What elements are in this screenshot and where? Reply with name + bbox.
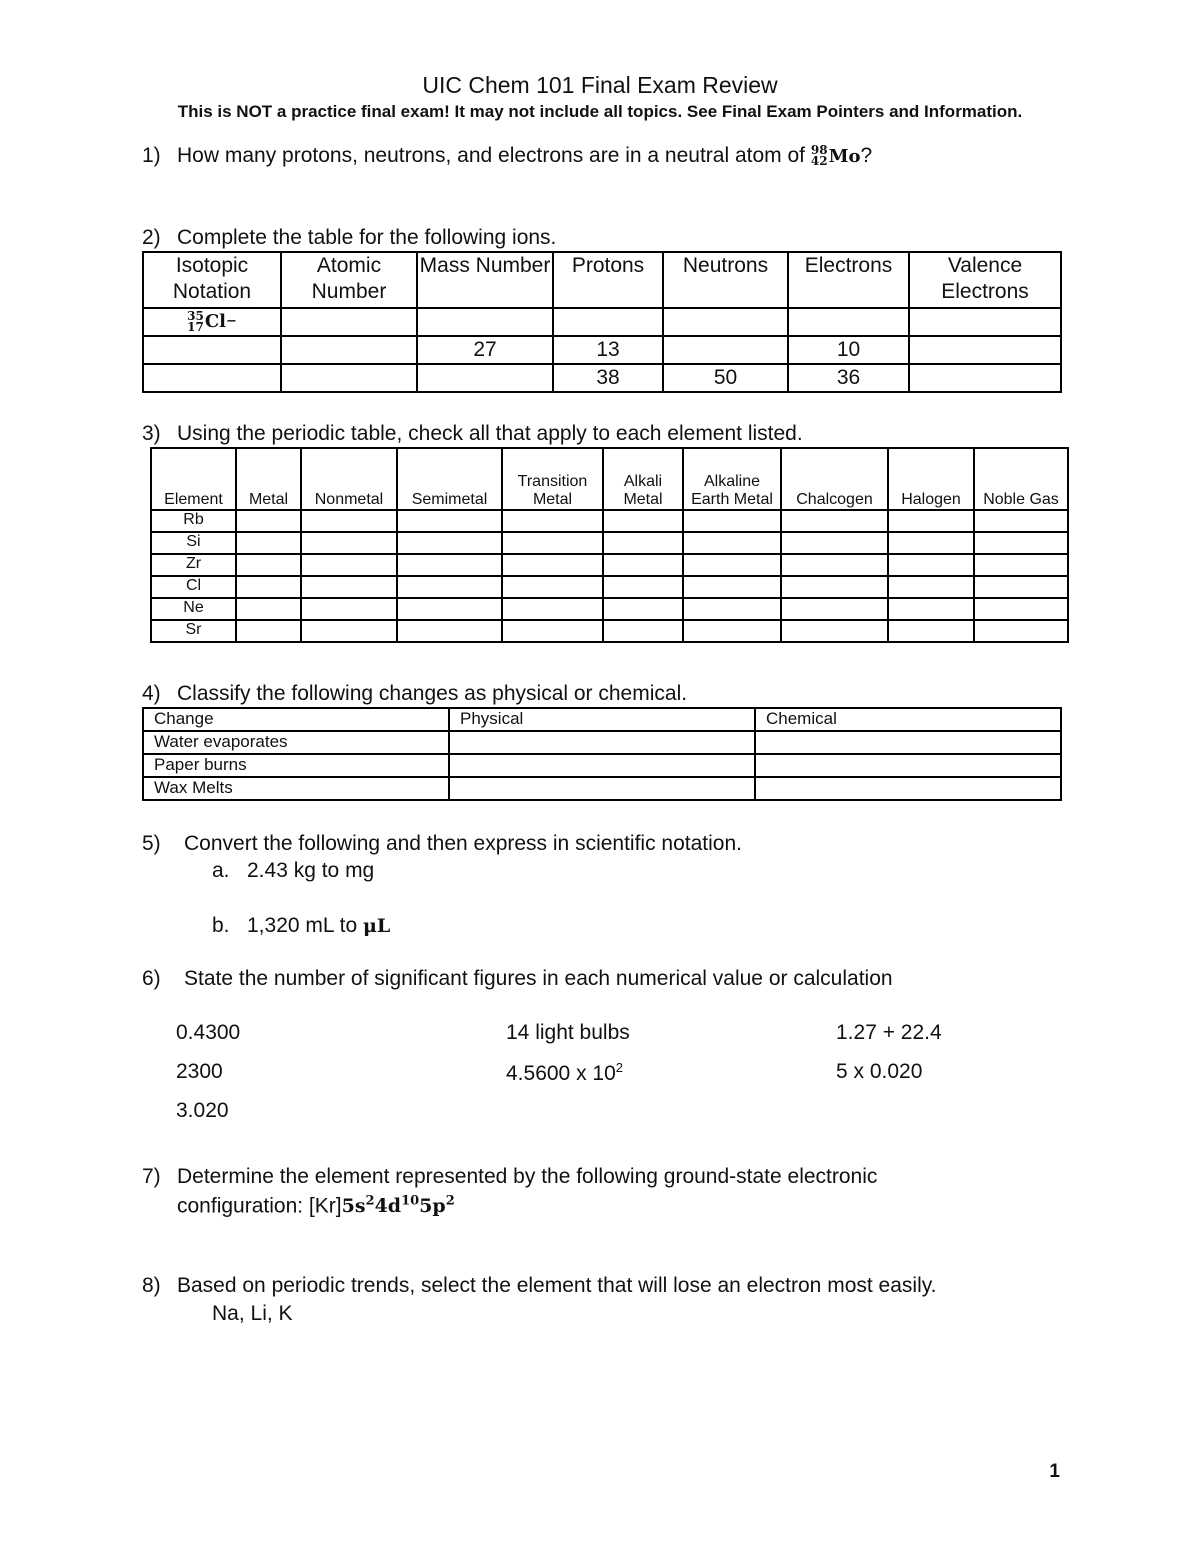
atomic-number: 17 (187, 320, 204, 335)
checkbox-cell[interactable] (781, 620, 888, 642)
change-cell: Wax Melts (143, 777, 449, 800)
physical-answer-cell[interactable] (449, 754, 755, 777)
table-header-row (143, 252, 1061, 308)
header-cell: Alkaline Earth Metal (683, 448, 781, 510)
checkbox-cell[interactable] (781, 510, 888, 532)
checkbox-cell[interactable] (888, 554, 974, 576)
answer-cell[interactable] (909, 336, 1061, 364)
checkbox-cell[interactable] (603, 576, 683, 598)
checkbox-cell[interactable] (603, 510, 683, 532)
checkbox-cell[interactable] (502, 576, 603, 598)
element-cell: Cl (151, 576, 236, 598)
value-cell: 38 (553, 364, 663, 392)
answer-cell[interactable] (417, 364, 553, 392)
table-row (151, 532, 1068, 554)
checkbox-cell[interactable] (502, 598, 603, 620)
question-3 (142, 422, 803, 446)
answer-cell[interactable] (281, 308, 417, 336)
physical-answer-cell[interactable] (449, 731, 755, 754)
checkbox-cell[interactable] (781, 554, 888, 576)
checkbox-cell[interactable] (236, 510, 301, 532)
question-2 (142, 226, 556, 250)
checkbox-cell[interactable] (974, 532, 1068, 554)
checkbox-cell[interactable] (888, 510, 974, 532)
table-row (143, 777, 1061, 800)
element-cell: Sr (151, 620, 236, 642)
answer-cell[interactable] (663, 336, 788, 364)
header-cell: Noble Gas (974, 448, 1068, 510)
question-4 (142, 682, 687, 706)
question-number: 3) (142, 422, 161, 445)
page-number: 1 (1049, 1461, 1060, 1482)
checkbox-cell[interactable] (502, 532, 603, 554)
checkbox-cell[interactable] (974, 598, 1068, 620)
header-cell: Physical (449, 708, 755, 731)
question-number: 2) (142, 226, 161, 249)
checkbox-cell[interactable] (974, 554, 1068, 576)
checkbox-cell[interactable] (683, 620, 781, 642)
ion-table (142, 251, 1062, 393)
checkbox-cell[interactable] (236, 554, 301, 576)
table-row (143, 754, 1061, 777)
header-cell: Chalcogen (781, 448, 888, 510)
table-row (151, 576, 1068, 598)
table-header-row (151, 448, 1068, 510)
sigfig-base: 4.5600 x 10 (506, 1062, 616, 1085)
checkbox-cell[interactable] (603, 554, 683, 576)
question-text: Based on periodic trends, select the element that will lose an electron most easily. (177, 1274, 937, 1297)
question-6 (142, 967, 893, 991)
value-cell: 13 (553, 336, 663, 364)
table-row (143, 731, 1061, 754)
element-classification-table (150, 447, 1069, 643)
question-number: 8) (142, 1274, 161, 1297)
isotope-cell (143, 308, 281, 336)
question-text: State the number of significant figures in each numerical value or calculation (184, 967, 893, 990)
checkbox-cell[interactable] (236, 620, 301, 642)
answer-cell[interactable] (417, 308, 553, 336)
question-5b (212, 914, 390, 938)
table-header-row (143, 708, 1061, 731)
question-8 (142, 1274, 937, 1298)
checkbox-cell[interactable] (502, 620, 603, 642)
orbital: 5s (341, 1195, 366, 1218)
element-symbol: Mo (828, 145, 861, 167)
checkbox-cell[interactable] (974, 576, 1068, 598)
header-cell: Element (151, 448, 236, 510)
header-cell: Valence Electrons (909, 252, 1061, 308)
checkbox-cell[interactable] (603, 532, 683, 554)
question-number: 4) (142, 682, 161, 705)
page-title: UIC Chem 101 Final Exam Review (422, 72, 778, 98)
checkbox-cell[interactable] (781, 576, 888, 598)
ion-charge: − (225, 314, 237, 330)
question-text: Classify the following changes as physical or chemical. (177, 682, 688, 705)
table-row (151, 620, 1068, 642)
mass-number: 98 (810, 143, 828, 158)
change-classification-table (142, 707, 1062, 801)
sigfig-item: 5 x 0.020 (836, 1060, 923, 1083)
orbital: 4d (374, 1195, 402, 1218)
table-row (143, 364, 1061, 392)
table-row (151, 598, 1068, 620)
element-cell: Rb (151, 510, 236, 532)
checkbox-cell[interactable] (301, 576, 397, 598)
checkbox-cell[interactable] (397, 576, 502, 598)
electron-configuration (342, 1195, 455, 1217)
value-cell: 10 (788, 336, 909, 364)
question-7 (142, 1165, 877, 1189)
value-cell: 36 (788, 364, 909, 392)
table-row (143, 308, 1061, 336)
header-cell: Mass Number (417, 252, 553, 308)
question-1 (142, 144, 872, 168)
question-7-config (177, 1194, 455, 1218)
header-cell: Protons (553, 252, 663, 308)
checkbox-cell[interactable] (974, 510, 1068, 532)
checkbox-cell[interactable] (683, 532, 781, 554)
checkbox-cell[interactable] (974, 620, 1068, 642)
question-text: Determine the element represented by the following ground-state electronic (177, 1165, 878, 1188)
checkbox-cell[interactable] (683, 510, 781, 532)
question-text: Convert the following and then express in scientific notation. (184, 832, 742, 855)
atomic-number: 42 (810, 154, 828, 169)
mass-number: 35 (187, 309, 204, 324)
header-cell: Electrons (788, 252, 909, 308)
question-text: How many protons, neutrons, and electrons are in a neutral atom of (177, 144, 806, 167)
element-cell: Si (151, 532, 236, 554)
table-row (151, 510, 1068, 532)
checkbox-cell[interactable] (888, 620, 974, 642)
sigfig-exponent: 2 (615, 1060, 623, 1075)
answer-cell[interactable] (143, 336, 281, 364)
question-mark: ? (860, 144, 873, 167)
checkbox-cell[interactable] (301, 620, 397, 642)
question-5 (142, 832, 742, 856)
orbital-exponent: 2 (445, 1194, 455, 1209)
checkbox-cell[interactable] (781, 598, 888, 620)
orbital-exponent: 10 (401, 1194, 420, 1209)
element-cell: Ne (151, 598, 236, 620)
sigfig-item: 0.4300 (176, 1021, 241, 1044)
checkbox-cell[interactable] (603, 620, 683, 642)
checkbox-cell[interactable] (888, 576, 974, 598)
answer-cell[interactable] (281, 364, 417, 392)
item-text: 2.43 kg to mg (247, 859, 375, 882)
checkbox-cell[interactable] (301, 510, 397, 532)
checkbox-cell[interactable] (301, 554, 397, 576)
orbital: 5p (419, 1195, 446, 1218)
checkbox-cell[interactable] (502, 510, 603, 532)
checkbox-cell[interactable] (683, 598, 781, 620)
chemical-answer-cell[interactable] (755, 731, 1061, 754)
checkbox-cell[interactable] (301, 598, 397, 620)
question-number: 5) (142, 832, 161, 855)
header-cell: Semimetal (397, 448, 502, 510)
header-cell: Isotopic Notation (143, 252, 281, 308)
sigfig-item (506, 1060, 623, 1086)
value-cell: 27 (417, 336, 553, 364)
sigfig-item: 1.27 + 22.4 (836, 1021, 942, 1044)
unit-symbol: μL (362, 915, 391, 937)
sigfig-item: 2300 (176, 1060, 223, 1083)
question-number: 7) (142, 1165, 161, 1188)
chloride-notation (187, 309, 237, 335)
item-text: 1,320 mL to (247, 914, 358, 937)
answer-cell[interactable] (553, 308, 663, 336)
header-cell: Metal (236, 448, 301, 510)
question-text: Complete the table for the following ions. (177, 226, 557, 249)
answer-cell[interactable] (909, 364, 1061, 392)
config-prefix: configuration: [Kr] (177, 1194, 342, 1218)
element-cell: Zr (151, 554, 236, 576)
checkbox-cell[interactable] (397, 510, 502, 532)
checkbox-cell[interactable] (683, 554, 781, 576)
element-symbol: Cl (204, 311, 226, 333)
orbital-exponent: 2 (365, 1194, 375, 1209)
question-number: 1) (142, 144, 161, 167)
checkbox-cell[interactable] (236, 532, 301, 554)
question-number: 6) (142, 967, 161, 990)
checkbox-cell[interactable] (236, 576, 301, 598)
header-cell: Atomic Number (281, 252, 417, 308)
checkbox-cell[interactable] (683, 576, 781, 598)
chemical-answer-cell[interactable] (755, 777, 1061, 800)
value-cell: 50 (663, 364, 788, 392)
sigfig-item: 3.020 (176, 1099, 229, 1122)
sigfig-item: 14 light bulbs (506, 1021, 630, 1044)
checkbox-cell[interactable] (236, 598, 301, 620)
page-subtitle: This is NOT a practice final exam! It may not include all topics. See Final Exam Pointers and Information. (177, 102, 1023, 121)
checkbox-cell[interactable] (781, 532, 888, 554)
physical-answer-cell[interactable] (449, 777, 755, 800)
chemical-answer-cell[interactable] (755, 754, 1061, 777)
header-cell: Chemical (755, 708, 1061, 731)
answer-cell[interactable] (788, 308, 909, 336)
item-label: a. (212, 859, 230, 882)
table-row (151, 554, 1068, 576)
checkbox-cell[interactable] (397, 554, 502, 576)
answer-cell[interactable] (143, 364, 281, 392)
table-row (143, 336, 1061, 364)
item-label: b. (212, 914, 230, 937)
change-cell: Paper burns (143, 754, 449, 777)
checkbox-cell[interactable] (502, 554, 603, 576)
checkbox-cell[interactable] (301, 532, 397, 554)
checkbox-cell[interactable] (888, 532, 974, 554)
question-5a (212, 859, 374, 883)
header-cell: Transition Metal (502, 448, 603, 510)
answer-cell[interactable] (663, 308, 788, 336)
header-cell: Change (143, 708, 449, 731)
header-cell: Nonmetal (301, 448, 397, 510)
checkbox-cell[interactable] (397, 532, 502, 554)
header-cell: Neutrons (663, 252, 788, 308)
nuclide-notation (811, 145, 861, 167)
header-cell: Halogen (888, 448, 974, 510)
checkbox-cell[interactable] (397, 598, 502, 620)
header-cell: Alkali Metal (603, 448, 683, 510)
checkbox-cell[interactable] (397, 620, 502, 642)
answer-choices: Na, Li, K (212, 1302, 293, 1325)
checkbox-cell[interactable] (603, 598, 683, 620)
question-text: Using the periodic table, check all that apply to each element listed. (177, 422, 803, 445)
change-cell: Water evaporates (143, 731, 449, 754)
checkbox-cell[interactable] (888, 598, 974, 620)
answer-cell[interactable] (909, 308, 1061, 336)
answer-cell[interactable] (281, 336, 417, 364)
